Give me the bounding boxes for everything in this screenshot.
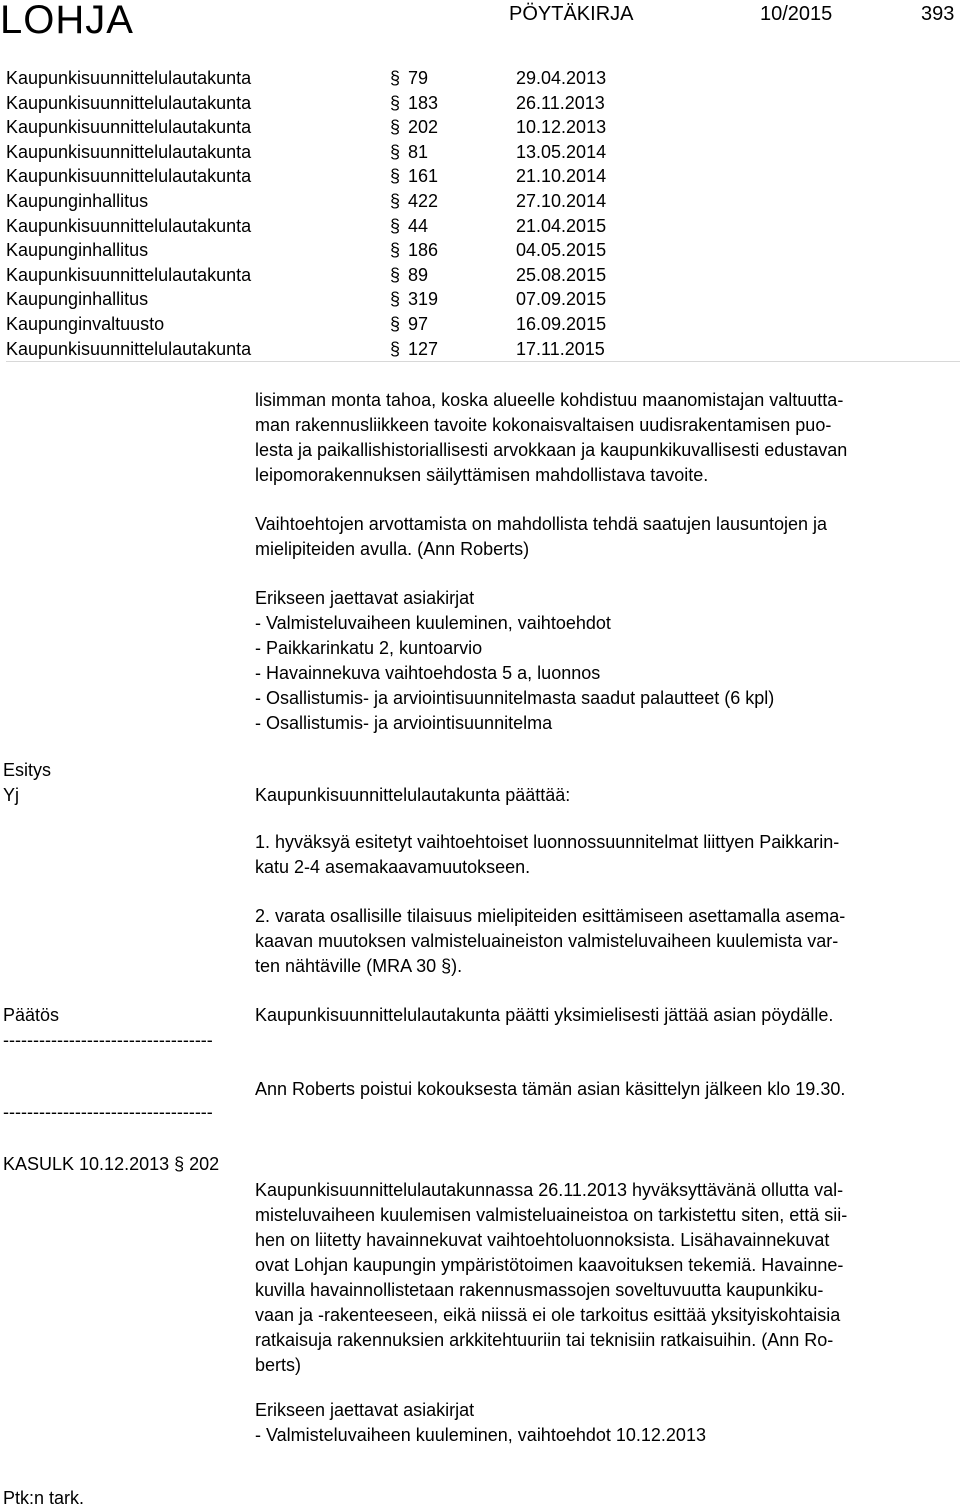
history-section-number: 319 <box>408 289 439 310</box>
history-row <box>6 214 960 239</box>
history-row <box>6 189 960 214</box>
history-section-number: 81 <box>408 141 429 162</box>
text-line: kuvilla havainnollistetaan rakennusmassojen soveltuvuutta kaupunkiku- <box>255 1280 824 1300</box>
text-line: berts) <box>255 1355 302 1375</box>
divider-line: ----------------------------------- <box>3 1102 213 1122</box>
history-organ: Kaupunkisuunnittelulautakunta <box>6 215 252 236</box>
history-organ: Kaupunkisuunnittelulautakunta <box>6 92 252 113</box>
text-line: leipomorakennuksen säilyttämisen mahdollistava tavoite. <box>255 465 709 485</box>
section-symbol: § <box>390 92 401 113</box>
history-date: 25.08.2015 <box>516 264 607 285</box>
text-line: lesta ja paikallishistoriallisesti arvokkaan ja kaupunkikuvallisesti edustavan <box>255 440 848 460</box>
esitys-role: Yj <box>3 785 20 805</box>
text-line: ovat Lohjan kaupungin ympäristötoimen kaavoituksen tekemiä. Havainne- <box>255 1255 844 1275</box>
history-row <box>6 91 960 116</box>
history-date: 21.04.2015 <box>516 215 607 236</box>
history-date: 13.05.2014 <box>516 141 607 162</box>
document-type: PÖYTÄKIRJA <box>509 3 634 25</box>
attachment-item: - Paikkarinkatu 2, kuntoarvio <box>255 638 483 658</box>
attachments-title: Erikseen jaettavat asiakirjat <box>255 1400 475 1420</box>
section-symbol: § <box>390 289 401 310</box>
section-symbol: § <box>390 338 401 359</box>
history-organ: Kaupunginhallitus <box>6 289 149 310</box>
history-row <box>6 337 960 362</box>
page-number: 393 <box>921 3 955 25</box>
signature-label: Ptk:n tark. <box>3 1488 85 1508</box>
history-section-number: 79 <box>408 68 429 88</box>
history-section-number: 186 <box>408 240 439 261</box>
history-section-number: 183 <box>408 92 439 113</box>
section-symbol: § <box>390 166 401 187</box>
history-row <box>6 287 960 312</box>
logo-text: LOHJA <box>0 0 134 42</box>
history-date: 27.10.2014 <box>516 190 607 211</box>
note-text: Ann Roberts poistui kokouksesta tämän asian käsittelyn jälkeen klo 19.30. <box>255 1079 846 1099</box>
history-row <box>6 263 960 288</box>
text-line: mielipiteiden avulla. (Ann Roberts) <box>255 539 530 559</box>
section-symbol: § <box>390 240 401 261</box>
kasulk-paragraph <box>255 1178 960 1378</box>
history-organ: Kaupunkisuunnittelulautakunta <box>6 166 252 187</box>
history-organ: Kaupunkisuunnittelulautakunta <box>6 338 252 359</box>
history-section-number: 97 <box>408 313 429 334</box>
proposal-intro: Kaupunkisuunnittelulautakunta päättää: <box>255 785 571 805</box>
history-section-number: 161 <box>408 166 439 187</box>
history-section-number: 89 <box>408 264 429 285</box>
history-section-number: 127 <box>408 338 439 359</box>
text-line: ratkaisuja rakennuksien arkkitehtuuriin tai teknisiin ratkaisuihin. (Ann Ro- <box>255 1330 834 1350</box>
text-line: 2. varata osallisille tilaisuus mielipiteiden esittämiseen asettamalla asema- <box>255 906 846 926</box>
paragraph-1 <box>255 388 960 488</box>
history-date: 10.12.2013 <box>516 117 607 138</box>
divider-line: ----------------------------------- <box>3 1030 213 1050</box>
kasulk-attachments <box>255 1398 960 1448</box>
paragraph-2 <box>255 512 960 562</box>
proposal-item-1 <box>255 830 960 880</box>
section-symbol: § <box>390 313 401 334</box>
history-organ: Kaupunkisuunnittelulautakunta <box>6 68 252 88</box>
text-line: man rakennusliikkeen tavoite kokonaisvaltaisen uudisrakentamisen puo- <box>255 415 832 435</box>
document-number: 10/2015 <box>760 3 833 25</box>
text-line: kaavan muutoksen valmisteluaineiston valmisteluvaiheen kuulemista var- <box>255 931 839 951</box>
kasulk-label: KASULK 10.12.2013 § 202 <box>3 1154 220 1174</box>
history-row <box>6 66 960 91</box>
history-row <box>6 312 960 337</box>
attachment-item: - Valmisteluvaiheen kuuleminen, vaihtoehdot 10.12.2013 <box>255 1425 706 1445</box>
section-symbol: § <box>390 141 401 162</box>
text-line: ten nähtäville (MRA 30 §). <box>255 956 463 976</box>
text-line: Vaihtoehtojen arvottamista on mahdollista tehdä saatujen lausuntojen ja <box>255 514 828 534</box>
history-section-number: 202 <box>408 117 439 138</box>
paatos-label: Päätös <box>3 1005 60 1025</box>
section-symbol: § <box>390 264 401 285</box>
text-line: vaan ja -rakenteeseen, eikä niissä ei ole tarkoitus esittää yksityiskohtaisia <box>255 1305 841 1325</box>
history-organ: Kaupunkisuunnittelulautakunta <box>6 141 252 162</box>
section-symbol: § <box>390 117 401 138</box>
history-row <box>6 115 960 140</box>
history-organ: Kaupunginhallitus <box>6 240 149 261</box>
text-line: misteluvaiheen kuulemisen valmisteluaineistoa on tarkistettu siten, että sii- <box>255 1205 848 1225</box>
text-line: lisimman monta tahoa, koska alueelle kohdistuu maanomistajan valtuutta- <box>255 390 844 410</box>
history-date: 17.11.2015 <box>516 338 605 359</box>
text-line: 1. hyväksyä esitetyt vaihtoehtoiset luonnossuunnitelmat liittyen Paikkarin- <box>255 832 840 852</box>
history-date: 26.11.2013 <box>516 92 605 113</box>
history-row <box>6 164 960 189</box>
attachment-item: - Havainnekuva vaihtoehdosta 5 a, luonnos <box>255 663 601 683</box>
history-divider <box>6 361 960 362</box>
history-date: 07.09.2015 <box>516 289 607 310</box>
history-organ: Kaupunkisuunnittelulautakunta <box>6 117 252 138</box>
history-organ: Kaupunginhallitus <box>6 190 149 211</box>
history-section-number: 422 <box>408 190 439 211</box>
text-line: Kaupunkisuunnittelulautakunnassa 26.11.2013 hyväksyttävänä ollutta val- <box>255 1180 844 1200</box>
history-row <box>6 140 960 165</box>
history-row <box>6 238 960 263</box>
attachment-item: - Osallistumis- ja arviointisuunnitelma <box>255 713 553 733</box>
history-table <box>6 66 960 361</box>
text-line: hen on liitetty havainnekuvat vaihtoehtoluonnoksista. Lisähavainnekuvat <box>255 1230 830 1250</box>
history-date: 29.04.2013 <box>516 68 607 88</box>
section-symbol: § <box>390 68 401 88</box>
section-symbol: § <box>390 190 401 211</box>
history-date: 04.05.2015 <box>516 240 607 261</box>
history-organ: Kaupunkisuunnittelulautakunta <box>6 264 252 285</box>
decision-text: Kaupunkisuunnittelulautakunta päätti yksimielisesti jättää asian pöydälle. <box>255 1005 834 1025</box>
history-date: 21.10.2014 <box>516 166 607 187</box>
proposal-item-2 <box>255 904 960 979</box>
text-line: katu 2-4 asemakaavamuutokseen. <box>255 857 531 877</box>
section-symbol: § <box>390 215 401 236</box>
attachment-item: - Valmisteluvaiheen kuuleminen, vaihtoehdot <box>255 613 611 633</box>
esitys-label: Esitys <box>3 760 52 780</box>
attachment-item: - Osallistumis- ja arviointisuunnitelmasta saadut palautteet (6 kpl) <box>255 688 775 708</box>
history-organ: Kaupunginvaltuusto <box>6 313 165 334</box>
history-section-number: 44 <box>408 215 429 236</box>
history-date: 16.09.2015 <box>516 313 607 334</box>
attachments-list <box>255 586 960 736</box>
attachments-title: Erikseen jaettavat asiakirjat <box>255 588 475 608</box>
